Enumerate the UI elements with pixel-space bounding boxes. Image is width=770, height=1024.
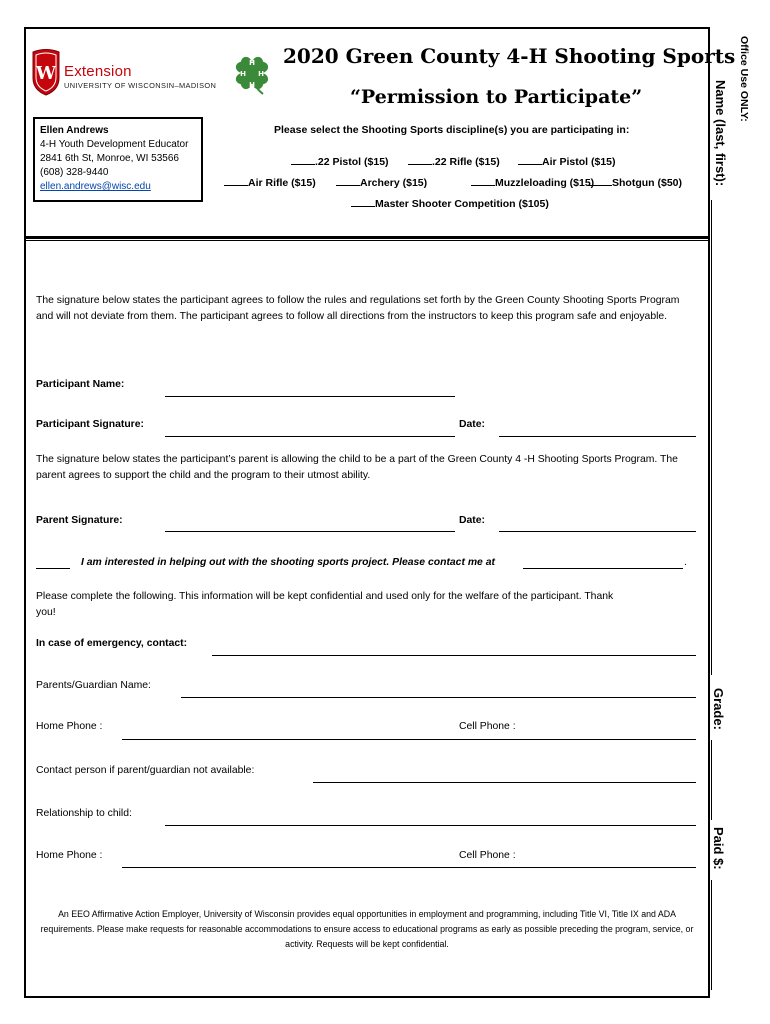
home-phone-label-2: Home Phone : [36,850,103,861]
clover-letter: H [249,59,255,67]
parent-signature-label: Parent Signature: [36,515,123,526]
4h-clover-icon [231,52,273,98]
guardian-name-field[interactable] [181,697,696,698]
office-name-label: Name (last, first): [713,80,728,187]
cell-phone-label-2: Cell Phone : [459,850,516,861]
emergency-contact-field[interactable] [212,655,696,656]
interest-statement: I am interested in helping out with the shooting sports project. Please contact me at [81,557,495,568]
relationship-field[interactable] [165,825,696,826]
office-paid-field[interactable] [711,880,712,990]
emergency-intro: Please complete the following. This information will be kept confidential and used only for the welfare of the participant. Thank you! [36,591,614,618]
clover-letter: H [258,70,264,78]
checkbox-blank[interactable] [351,198,375,207]
eeo-footer: An EEO Affirmative Action Employer, University of Wisconsin provides equal opportunities in employment and programming, including Title VI, Title IX and ADA requirements. Please make requests for reasonable accommodations to ensure access to educational programs as early as possible preceding the program, service, or activity. Requests will be kept confidential. [40,909,694,949]
university-wordmark: UNIVERSITY OF WISCONSIN–MADISON [64,81,217,90]
office-use-title: Office Use ONLY: [738,36,750,122]
header-divider-thin [24,240,709,241]
home-phone-field[interactable] [122,739,696,740]
office-name-field[interactable] [711,200,712,675]
checkbox-blank[interactable] [588,177,612,186]
alt-contact-label: Contact person if parent/guardian not available: [36,765,255,776]
contact-role: 4-H Youth Development Educator [40,139,189,150]
discipline-muzzleloading[interactable]: Muzzleloading ($15) [471,177,594,189]
checkbox-blank[interactable] [291,156,315,165]
office-paid-label: Paid $: [711,827,726,870]
discipline-archery[interactable]: Archery ($15) [336,177,427,189]
interest-checkbox-blank[interactable] [36,568,70,569]
office-grade-field[interactable] [711,740,712,820]
clover-letter: H [240,70,246,78]
parent-date-field[interactable] [499,531,696,532]
guardian-name-label: Parents/Guardian Name: [36,680,151,691]
participant-date-label: Date: [459,419,485,430]
contact-phone: (608) 328-9440 [40,167,109,178]
discipline-master-shooter[interactable]: Master Shooter Competition ($105) [351,198,549,210]
extension-wordmark: Extension [64,63,132,80]
header-divider [24,236,709,239]
uw-shield-icon [31,48,61,96]
checkbox-blank[interactable] [408,156,432,165]
participant-signature-field[interactable] [165,436,455,437]
clover-letter: H [249,81,255,89]
participant-name-label: Participant Name: [36,379,125,390]
discipline-air-rifle[interactable]: Air Rifle ($15) [224,177,316,189]
page-subtitle: “Permission to Participate” [350,86,643,108]
contact-name: Ellen Andrews [40,125,109,136]
discipline-22-rifle[interactable]: .22 Rifle ($15) [408,156,500,168]
parent-date-label: Date: [459,515,485,526]
participant-signature-label: Participant Signature: [36,419,144,430]
interest-period: . [684,557,687,568]
contact-box [33,117,203,202]
shield-letter: W [35,63,57,84]
contact-address: 2841 6th St, Monroe, WI 53566 [40,153,179,164]
discipline-air-pistol[interactable]: Air Pistol ($15) [518,156,616,168]
parent-statement: The signature below states the participant’s parent is allowing the child to be a part of the Green County 4 -H Shooting Sports Program. The parent agrees to support the child and the program to their utmost ability. [36,454,678,481]
checkbox-blank[interactable] [224,177,248,186]
participant-statement: The signature below states the participant agrees to follow the rules and regulations set forth by the Green County Shooting Sports Program and will not deviate from them. The participant agrees to follow all directions from the instructors to keep this program safe and enjoyable. [36,295,680,322]
discipline-heading: Please select the Shooting Sports discipline(s) you are participating in: [274,124,630,136]
home-phone-field-2[interactable] [122,867,696,868]
parent-signature-field[interactable] [165,531,455,532]
page-title: 2020 Green County 4-H Shooting Sports [283,44,736,68]
cell-phone-label: Cell Phone : [459,721,516,732]
alt-contact-field[interactable] [313,782,696,783]
office-grade-label: Grade: [711,688,726,730]
contact-email-link[interactable]: ellen.andrews@wisc.edu [40,181,151,192]
checkbox-blank[interactable] [518,156,542,165]
participant-name-field[interactable] [165,396,455,397]
interest-contact-field[interactable] [523,568,683,569]
emergency-contact-label: In case of emergency, contact: [36,638,188,649]
relationship-label: Relationship to child: [36,808,132,819]
checkbox-blank[interactable] [471,177,495,186]
home-phone-label: Home Phone : [36,721,103,732]
discipline-shotgun[interactable]: Shotgun ($50) [588,177,682,189]
participant-date-field[interactable] [499,436,696,437]
checkbox-blank[interactable] [336,177,360,186]
discipline-22-pistol[interactable]: .22 Pistol ($15) [291,156,389,168]
